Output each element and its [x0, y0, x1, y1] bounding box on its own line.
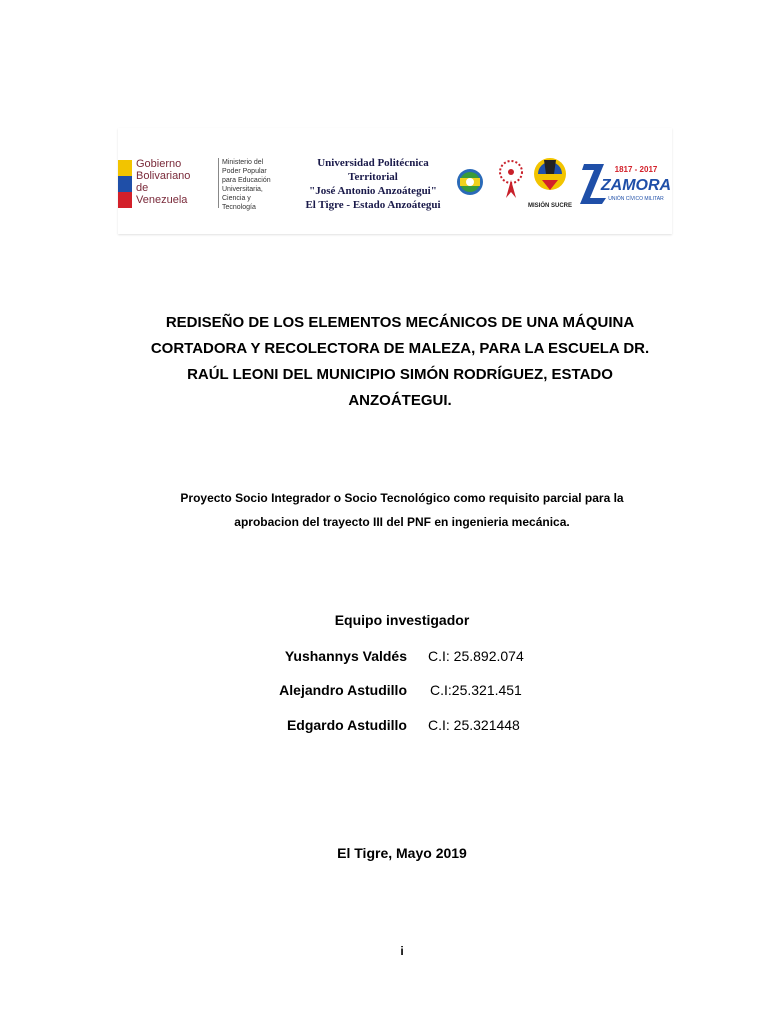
mision-sucre-logo: [527, 152, 573, 214]
zamora-subtitle: UNIÓN CÍVICO MILITAR: [608, 196, 664, 202]
team-member-row: [200, 717, 600, 737]
page-number: i: [400, 944, 404, 958]
upt-seal-icon: [456, 156, 484, 208]
university-line-1: Universidad Politécnica Territorial: [317, 157, 429, 183]
document-subtitle: Proyecto Socio Integrador o Socio Tecnológico como requisito parcial para la aprobacion del trayecto III del PNF en ingenieria mecánica.: [180, 491, 624, 529]
zamora-title: ZAMORA: [600, 177, 672, 194]
gobierno-text: Gobierno Bolivariano de Venezuela: [136, 158, 191, 206]
member-name: Alejandro Astudillo: [279, 682, 407, 698]
venezuela-flag-icon: [118, 160, 132, 208]
gobierno-bolivariano-logo: [118, 156, 278, 212]
ministry-text: Ministerio del Poder Popular para Educación Universitaria, Ciencia y Tecnología: [222, 159, 271, 211]
team-member-row: [200, 682, 600, 702]
team-member-row: [200, 648, 600, 668]
member-name: Edgardo Astudillo: [286, 717, 407, 733]
place-and-date: El Tigre, Mayo 2019: [337, 845, 467, 861]
team-heading: Equipo investigador: [334, 612, 470, 628]
divider: [218, 158, 219, 208]
member-ci: C.I: 25.321448: [428, 717, 520, 733]
university-line-3: El Tigre - Estado Anzoátegui: [305, 199, 441, 211]
document-title: REDISEÑO DE LOS ELEMENTOS MECÁNICOS DE UNA MÁQUINA CORTADORA Y RECOLECTORA DE MALEZA, PARA LA ESCUELA DR. RAÚL LEONI DEL MUNICIPIO SIMÓN RODRÍGUEZ, ESTADO ANZOÁTEGUI.: [150, 314, 650, 409]
university-name-block: [293, 156, 453, 212]
zamora-logo: [580, 158, 672, 208]
university-line-2: "José Antonio Anzoátegui": [309, 185, 437, 197]
member-ci: C.I: 25.892.074: [428, 648, 524, 664]
member-ci: C.I:25.321.451: [430, 682, 522, 698]
zamora-years: 1817 - 2017: [614, 165, 658, 174]
member-name: Yushannys Valdés: [284, 648, 407, 664]
red-star-logo-icon: [496, 154, 526, 214]
mision-sucre-label: MISIÓN SUCRE: [527, 203, 573, 209]
institutional-header-banner: [118, 128, 672, 234]
